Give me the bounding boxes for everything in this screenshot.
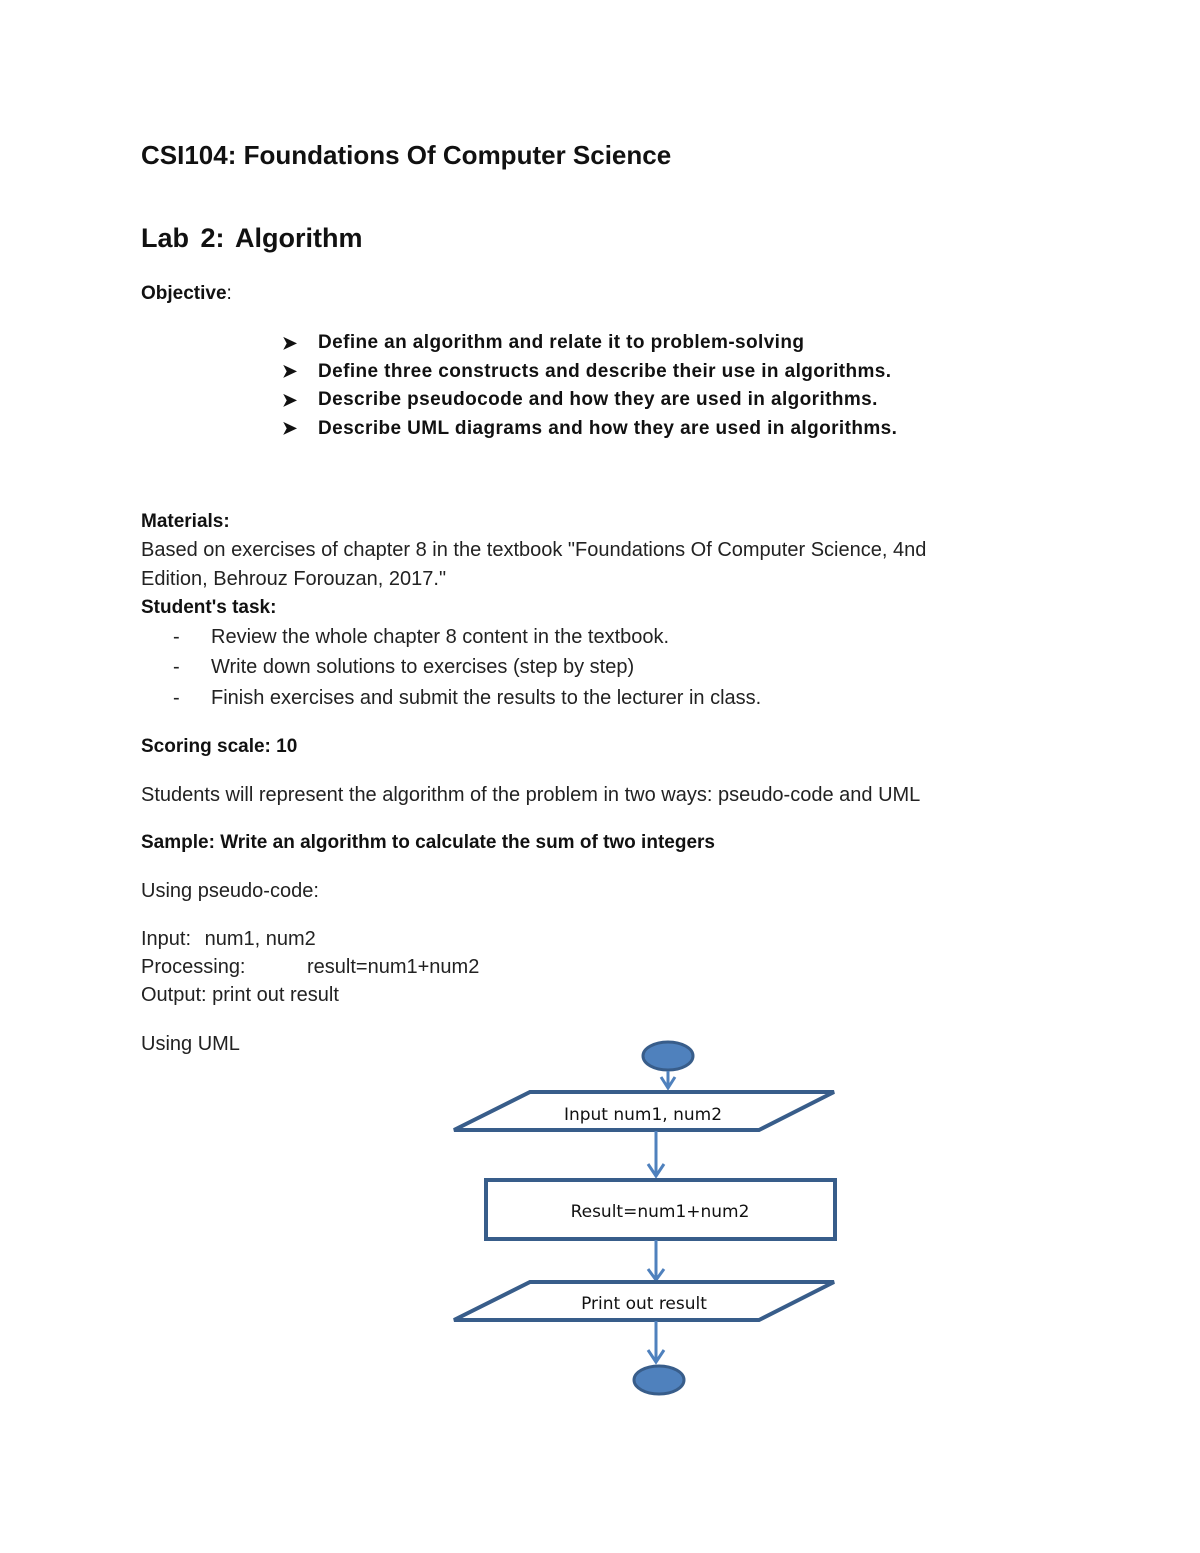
input-label: Input: bbox=[141, 928, 192, 950]
task-item-text: Review the whole chapter 8 content in the textbook. bbox=[211, 625, 670, 648]
arrow-bullet-icon: ➤ bbox=[282, 332, 298, 353]
objective-colon: : bbox=[226, 283, 232, 304]
intro-text: Students will represent the algorithm of the problem in two ways: pseudo-code and UML bbox=[141, 784, 921, 806]
arrow-bullet-icon: ➤ bbox=[282, 361, 298, 382]
scoring-label: Scoring scale: 10 bbox=[141, 736, 298, 757]
dash-bullet: - bbox=[173, 625, 180, 648]
processing-label: Processing: bbox=[141, 956, 246, 978]
output-shape-text: Print out result bbox=[581, 1294, 707, 1314]
task-item-text: Finish exercises and submit the results to the lecturer in class. bbox=[211, 686, 762, 709]
end-terminal bbox=[634, 1366, 684, 1394]
dash-bullet: - bbox=[173, 656, 180, 679]
dash-bullet: - bbox=[173, 686, 180, 709]
process-shape-text: Result=num1+num2 bbox=[570, 1202, 750, 1222]
arrow-input-to-process bbox=[648, 1131, 664, 1176]
objective-item-text: Define an algorithm and relate it to problem-solving bbox=[318, 332, 805, 354]
sample-heading: Sample: Write an algorithm to calculate the sum of two integers bbox=[141, 832, 715, 853]
arrow-bullet-icon: ➤ bbox=[282, 418, 298, 439]
arrow-bullet-icon: ➤ bbox=[282, 389, 298, 410]
pseudo-code-label: Using pseudo-code: bbox=[141, 880, 319, 902]
course-title: CSI104: Foundations Of Computer Science bbox=[141, 140, 672, 170]
start-terminal bbox=[643, 1042, 693, 1070]
arrow-process-to-output bbox=[648, 1240, 664, 1280]
output-row: Output: print out result bbox=[141, 984, 339, 1006]
objective-item-text: Define three constructs and describe their use in algorithms. bbox=[318, 360, 892, 382]
input-value: num1, num2 bbox=[204, 928, 316, 950]
student-task-label: Student's task: bbox=[141, 597, 277, 618]
task-item-text: Write down solutions to exercises (step by step) bbox=[211, 656, 635, 679]
input-shape-text: Input num1, num2 bbox=[563, 1105, 723, 1125]
materials-line-2: Edition, Behrouz Forouzan, 2017." bbox=[141, 568, 447, 590]
materials-line-1: Based on exercises of chapter 8 in the textbook "Foundations Of Computer Science, 4nd bbox=[141, 539, 927, 561]
processing-value: result=num1+num2 bbox=[307, 956, 480, 978]
lab-title: Lab 2: Algorithm bbox=[141, 223, 363, 253]
uml-label: Using UML bbox=[141, 1033, 240, 1055]
arrow-start-to-input bbox=[661, 1071, 675, 1088]
arrow-output-to-end bbox=[648, 1321, 664, 1362]
objective-item-text: Describe pseudocode and how they are used in algorithms. bbox=[318, 389, 878, 411]
materials-label: Materials: bbox=[141, 511, 230, 532]
objective-item-text: Describe UML diagrams and how they are used in algorithms. bbox=[318, 417, 898, 439]
objective-label: Objective bbox=[141, 283, 227, 304]
